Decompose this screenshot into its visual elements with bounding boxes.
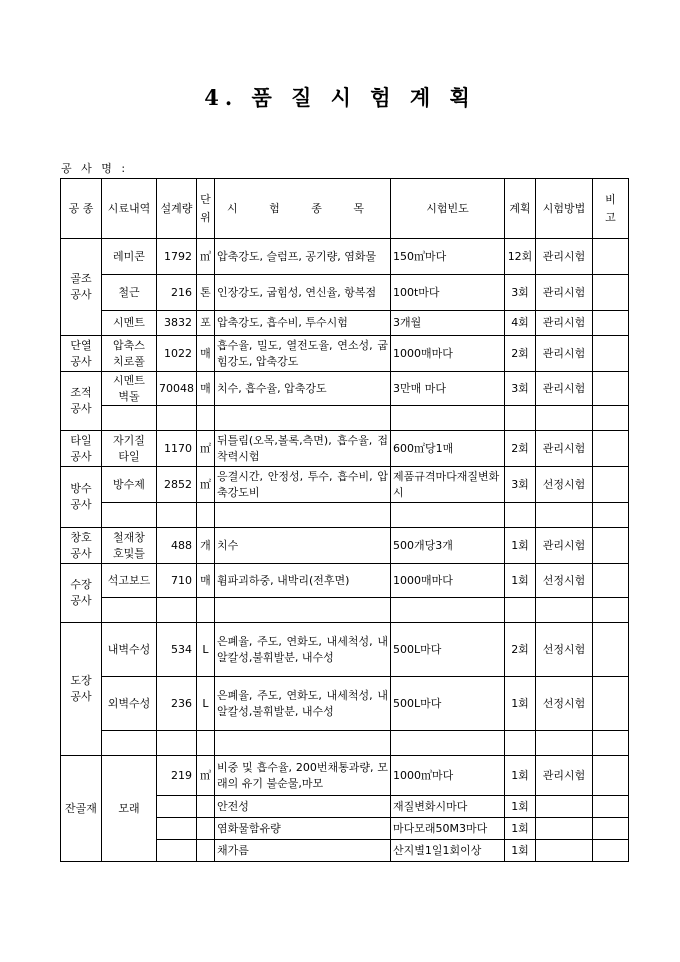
table-row	[61, 311, 629, 336]
table-row	[61, 239, 629, 275]
test-items-cell: 치수	[215, 528, 391, 564]
document-title: 4. 품 질 시 험 계 획	[204, 85, 476, 110]
quantity-cell: 3832	[157, 311, 197, 336]
frequency-cell: 500개당3개	[391, 528, 505, 564]
remark-cell	[593, 275, 629, 311]
empty-row	[61, 503, 629, 528]
method-cell: 관리시험	[536, 239, 593, 275]
header-unit: 단위	[197, 179, 215, 239]
table-row	[61, 564, 629, 598]
remark-cell	[593, 372, 629, 406]
test-items-cell: 압축강도, 슬럼프, 공기량, 염화물	[215, 239, 391, 275]
plan-cell: 1회	[505, 677, 536, 731]
project-name-label: 공 사 명 :	[61, 162, 129, 175]
plan-cell: 1회	[505, 528, 536, 564]
unit-cell: ㎡	[197, 467, 215, 503]
sample-cell: 압축스 치로폴	[102, 336, 157, 372]
unit-cell: ㎥	[197, 239, 215, 275]
empty-row	[61, 731, 629, 756]
frequency-cell: 500L마다	[391, 677, 505, 731]
plan-cell: 3회	[505, 275, 536, 311]
unit-cell: ㎡	[197, 431, 215, 467]
remark-cell	[593, 431, 629, 467]
header-qty: 설계량	[157, 179, 197, 239]
work-type-cell: 골조 공사	[61, 239, 102, 336]
work-type-cell: 단열 공사	[61, 336, 102, 372]
sample-cell: 석고보드	[102, 564, 157, 598]
test-items-cell: 은폐율, 주도, 연화도, 내세척성, 내알칼성,불휘발분, 내수성	[215, 677, 391, 731]
remark-cell	[593, 467, 629, 503]
quantity-cell: 216	[157, 275, 197, 311]
method-cell: 관리시험	[536, 528, 593, 564]
unit-cell: L	[197, 677, 215, 731]
sample-cell: 외벽수성	[102, 677, 157, 731]
empty-row	[61, 598, 629, 623]
method-cell: 관리시험	[536, 311, 593, 336]
unit-cell: 매	[197, 336, 215, 372]
sample-cell: 시멘트 벽돌	[102, 372, 157, 406]
plan-cell: 3회	[505, 372, 536, 406]
quantity-cell: 236	[157, 677, 197, 731]
plan-cell: 1회	[505, 756, 536, 796]
sample-cell: 철근	[102, 275, 157, 311]
table-row	[61, 623, 629, 677]
header-frequency: 시험빈도	[391, 179, 505, 239]
plan-cell: 2회	[505, 431, 536, 467]
table-row	[61, 275, 629, 311]
sample-cell: 내벽수성	[102, 623, 157, 677]
remark-cell	[593, 239, 629, 275]
header-sample: 시료내역	[102, 179, 157, 239]
test-items-cell: 인장강도, 굽힘성, 연신율, 항복점	[215, 275, 391, 311]
frequency-cell: 제품규격마다재질변화시	[391, 467, 505, 503]
test-items-cell: 안전성	[215, 796, 391, 818]
frequency-cell: 150㎥마다	[391, 239, 505, 275]
sample-cell: 레미콘	[102, 239, 157, 275]
remark-cell	[593, 336, 629, 372]
frequency-cell: 600㎡당1매	[391, 431, 505, 467]
header-items: 시 험 종 목	[215, 179, 391, 239]
method-cell: 관리시험	[536, 275, 593, 311]
header-type: 공 종	[61, 179, 102, 239]
frequency-cell: 1000㎥마다	[391, 756, 505, 796]
table-row	[61, 336, 629, 372]
table-row	[61, 467, 629, 503]
remark-cell	[593, 677, 629, 731]
remark-cell	[593, 528, 629, 564]
header-remark: 비고	[593, 179, 629, 239]
method-cell: 관리시험	[536, 372, 593, 406]
quantity-cell: 1022	[157, 336, 197, 372]
test-items-cell: 채가름	[215, 840, 391, 862]
header-plan: 계획	[505, 179, 536, 239]
sample-cell: 철재창 호및틀	[102, 528, 157, 564]
empty-row	[61, 406, 629, 431]
header-row	[61, 179, 629, 239]
work-type-cell: 잔골재	[61, 756, 102, 862]
test-items-cell: 염화물함유량	[215, 818, 391, 840]
test-items-cell: 은폐율, 주도, 연화도, 내세척성, 내알칼성,불휘발분, 내수성	[215, 623, 391, 677]
method-cell: 관리시험	[536, 756, 593, 796]
work-type-cell: 도장 공사	[61, 623, 102, 756]
method-cell: 선정시험	[536, 623, 593, 677]
method-cell: 선정시험	[536, 677, 593, 731]
frequency-cell: 3개월	[391, 311, 505, 336]
plan-cell: 1회	[505, 796, 536, 818]
plan-cell: 2회	[505, 623, 536, 677]
test-items-cell: 치수, 흡수율, 압축강도	[215, 372, 391, 406]
frequency-cell: 마다모래50M3마다	[391, 818, 505, 840]
work-type-cell: 조적 공사	[61, 372, 102, 431]
quantity-cell: 70048	[157, 372, 197, 406]
quantity-cell: 219	[157, 756, 197, 796]
unit-cell: 매	[197, 564, 215, 598]
remark-cell	[593, 564, 629, 598]
work-type-cell: 방수 공사	[61, 467, 102, 528]
unit-cell: L	[197, 623, 215, 677]
plan-cell: 1회	[505, 840, 536, 862]
header-method: 시험방법	[536, 179, 593, 239]
plan-cell: 3회	[505, 467, 536, 503]
frequency-cell: 500L마다	[391, 623, 505, 677]
test-items-cell: 뒤틀림(오목,볼록,측면), 흡수율, 접착력시험	[215, 431, 391, 467]
quantity-cell: 1792	[157, 239, 197, 275]
quantity-cell: 2852	[157, 467, 197, 503]
sample-cell: 방수제	[102, 467, 157, 503]
work-type-cell: 창호 공사	[61, 528, 102, 564]
sample-cell: 시멘트	[102, 311, 157, 336]
frequency-cell: 1000매마다	[391, 336, 505, 372]
quality-test-plan-table	[60, 178, 629, 862]
test-items-cell: 비중 및 흡수율, 200번채통과량, 모래의 유기 불순물,마모	[215, 756, 391, 796]
remark-cell	[593, 311, 629, 336]
frequency-cell: 100t마다	[391, 275, 505, 311]
table-row	[61, 677, 629, 731]
table-row	[61, 431, 629, 467]
frequency-cell: 3만매 마다	[391, 372, 505, 406]
method-cell: 관리시험	[536, 431, 593, 467]
method-cell: 선정시험	[536, 467, 593, 503]
method-cell: 관리시험	[536, 336, 593, 372]
unit-cell: 톤	[197, 275, 215, 311]
table-row	[61, 528, 629, 564]
method-cell: 선정시험	[536, 564, 593, 598]
remark-cell	[593, 623, 629, 677]
table-row	[61, 756, 629, 796]
plan-cell: 12회	[505, 239, 536, 275]
sample-cell: 모래	[102, 756, 157, 862]
test-items-cell: 압축강도, 흡수비, 투수시험	[215, 311, 391, 336]
quantity-cell: 488	[157, 528, 197, 564]
work-type-cell: 수장 공사	[61, 564, 102, 623]
unit-cell: 개	[197, 528, 215, 564]
quantity-cell: 534	[157, 623, 197, 677]
quantity-cell: 710	[157, 564, 197, 598]
frequency-cell: 산지별1일1회이상	[391, 840, 505, 862]
test-items-cell: 응결시간, 안정성, 투수, 흡수비, 압축강도비	[215, 467, 391, 503]
frequency-cell: 1000매마다	[391, 564, 505, 598]
unit-cell: 매	[197, 372, 215, 406]
plan-cell: 1회	[505, 818, 536, 840]
frequency-cell: 재질변화시마다	[391, 796, 505, 818]
work-type-cell: 타일 공사	[61, 431, 102, 467]
unit-cell: 포	[197, 311, 215, 336]
test-items-cell: 휨파괴하중, 내박리(전후면)	[215, 564, 391, 598]
plan-cell: 1회	[505, 564, 536, 598]
plan-cell: 4회	[505, 311, 536, 336]
quantity-cell: 1170	[157, 431, 197, 467]
remark-cell	[593, 756, 629, 796]
test-items-cell: 흡수율, 밀도, 열전도율, 연소성, 굽힘강도, 압축강도	[215, 336, 391, 372]
plan-cell: 2회	[505, 336, 536, 372]
sample-cell: 자기질 타일	[102, 431, 157, 467]
table-row	[61, 372, 629, 406]
unit-cell: ㎥	[197, 756, 215, 796]
